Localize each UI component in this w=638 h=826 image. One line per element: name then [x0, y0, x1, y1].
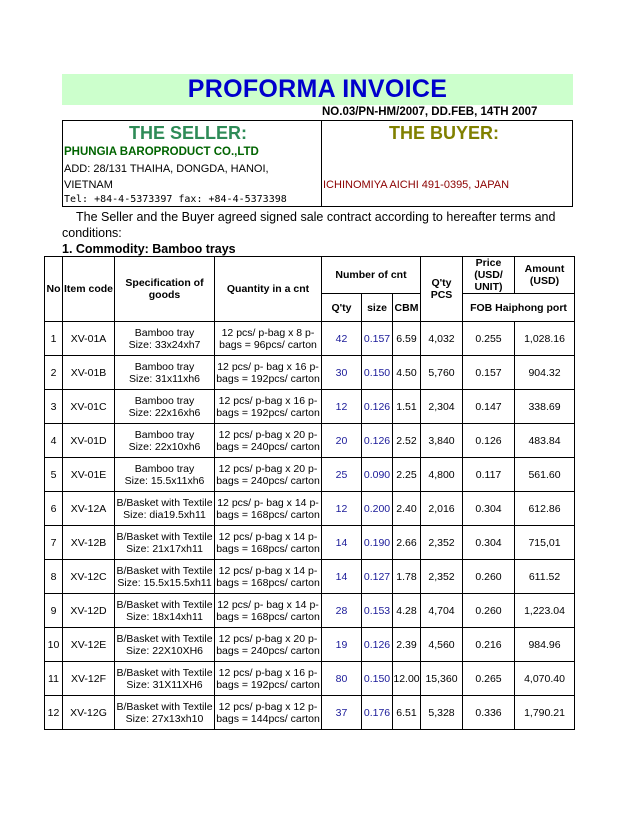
row-qty-pcs: 5,760 [421, 356, 463, 390]
table-row [45, 322, 575, 356]
row-spec-line2: Size: 33x24xh7 [128, 338, 201, 351]
row-qty-in-cnt-line1: 12 pcs/ p-bag x 12 p- [218, 700, 318, 713]
row-size: 0.126 [362, 424, 393, 458]
row-spec [115, 628, 215, 662]
row-size: 0.126 [362, 628, 393, 662]
row-spec-line2: Size: 15.5x11xh6 [124, 474, 205, 487]
row-qty: 19 [322, 628, 362, 662]
row-qty: 28 [322, 594, 362, 628]
row-qty-pcs: 2,304 [421, 390, 463, 424]
row-price: 0.157 [463, 356, 515, 390]
row-price: 0.147 [463, 390, 515, 424]
row-size: 0.200 [362, 492, 393, 526]
row-spec [115, 322, 215, 356]
row-item-code: XV-12G [63, 696, 115, 730]
row-qty-in-cnt-line2: bags = 192pcs/ carton [216, 406, 320, 419]
row-qty-in-cnt-line2: bags = 144pcs/ carton [216, 712, 320, 725]
row-spec-line2: Size: 18x14xh11 [126, 610, 203, 623]
table-row [45, 696, 575, 730]
row-amount: 1,790.21 [515, 696, 575, 730]
row-qty-in-cnt-line1: 12 pcs/ p-bag x 20 p- [218, 462, 318, 475]
row-no: 6 [45, 492, 63, 526]
header-fob: FOB Haiphong port [463, 294, 575, 322]
header-qty-in-cnt: Quantity in a cnt [215, 257, 322, 322]
row-qty-in-cnt-line1: 12 pcs/ p-bag x 20 p- [218, 632, 318, 645]
row-item-code: XV-12A [63, 492, 115, 526]
row-qty-in-cnt-line1: 12 pcs/ p- bag x 16 p- [217, 360, 319, 373]
row-cbm: 6.51 [393, 696, 421, 730]
row-cbm: 1.78 [393, 560, 421, 594]
row-spec-line2: Size: 22x10xh6 [128, 440, 201, 453]
row-qty-in-cnt-line1: 12 pcs/ p-bag x 14 p- [218, 564, 318, 577]
row-price: 0.265 [463, 662, 515, 696]
row-spec-line1: B/Basket with Textile [116, 700, 213, 713]
row-amount: 904.32 [515, 356, 575, 390]
row-spec-line1: Bamboo tray [134, 326, 195, 339]
row-no: 3 [45, 390, 63, 424]
parties-box [62, 120, 573, 207]
row-spec [115, 424, 215, 458]
row-qty-in-cnt [215, 492, 322, 526]
row-qty: 14 [322, 560, 362, 594]
row-spec [115, 560, 215, 594]
row-spec-line1: Bamboo tray [134, 394, 195, 407]
row-amount: 1,028.16 [515, 322, 575, 356]
row-amount: 4,070.40 [515, 662, 575, 696]
row-qty-pcs: 4,032 [421, 322, 463, 356]
row-item-code: XV-12E [63, 628, 115, 662]
row-qty-in-cnt-line2: bags = 240pcs/ carton [216, 644, 320, 657]
row-qty-in-cnt [215, 526, 322, 560]
header-price: Price (USD/ UNIT) [463, 257, 515, 294]
row-no: 12 [45, 696, 63, 730]
row-spec [115, 662, 215, 696]
row-spec [115, 696, 215, 730]
row-size: 0.157 [362, 322, 393, 356]
row-price: 0.304 [463, 492, 515, 526]
header-number-of-cnt: Number of cnt [322, 257, 421, 294]
row-amount: 612.86 [515, 492, 575, 526]
parties-divider [321, 121, 322, 207]
row-no: 11 [45, 662, 63, 696]
row-qty-pcs: 15,360 [421, 662, 463, 696]
row-item-code: XV-01C [63, 390, 115, 424]
items-table-body [45, 322, 575, 730]
row-cbm: 4.28 [393, 594, 421, 628]
row-cbm: 1.51 [393, 390, 421, 424]
row-spec-line1: Bamboo tray [134, 428, 195, 441]
row-no: 7 [45, 526, 63, 560]
row-cbm: 6.59 [393, 322, 421, 356]
row-qty-in-cnt-line1: 12 pcs/ p-bag x 16 p- [218, 394, 318, 407]
table-row [45, 492, 575, 526]
row-price: 0.255 [463, 322, 515, 356]
row-cbm: 2.52 [393, 424, 421, 458]
row-cbm: 4.50 [393, 356, 421, 390]
row-item-code: XV-01E [63, 458, 115, 492]
row-spec-line1: B/Basket with Textile [116, 666, 213, 679]
row-spec [115, 526, 215, 560]
seller-name: PHUNGIA BAROPRODUCT CO.,LTD [64, 146, 259, 158]
row-spec-line1: Bamboo tray [134, 462, 195, 475]
header-cbm: CBM [393, 294, 421, 322]
row-item-code: XV-12F [63, 662, 115, 696]
row-cbm: 2.40 [393, 492, 421, 526]
row-no: 2 [45, 356, 63, 390]
row-qty-in-cnt-line2: bags = 192pcs/ carton [216, 678, 320, 691]
header-qty: Q'ty [322, 294, 362, 322]
row-amount: 561.60 [515, 458, 575, 492]
row-qty-in-cnt [215, 696, 322, 730]
seller-address-line1: ADD: 28/131 THAIHA, DONGDA, HANOI, [64, 163, 269, 175]
row-spec [115, 356, 215, 390]
row-amount: 611.52 [515, 560, 575, 594]
table-row [45, 458, 575, 492]
row-price: 0.260 [463, 594, 515, 628]
row-no: 4 [45, 424, 63, 458]
row-qty-pcs: 4,704 [421, 594, 463, 628]
row-qty-in-cnt [215, 594, 322, 628]
document-title: PROFORMA INVOICE [187, 75, 448, 103]
table-row [45, 560, 575, 594]
row-qty-pcs: 5,328 [421, 696, 463, 730]
row-amount: 715,01 [515, 526, 575, 560]
header-amount: Amount (USD) [515, 257, 575, 294]
row-amount: 984.96 [515, 628, 575, 662]
row-cbm: 2.25 [393, 458, 421, 492]
row-qty-in-cnt [215, 322, 322, 356]
table-row [45, 526, 575, 560]
row-amount: 338.69 [515, 390, 575, 424]
row-price: 0.117 [463, 458, 515, 492]
row-cbm: 12.00 [393, 662, 421, 696]
row-qty-in-cnt-line2: bags = 96pcs/ carton [219, 338, 317, 351]
row-qty-pcs: 4,560 [421, 628, 463, 662]
buyer-heading: THE BUYER: [389, 123, 500, 143]
row-spec-line1: Bamboo tray [134, 360, 195, 373]
row-spec-line2: Size: 15.5x15.5xh11 [117, 576, 212, 589]
row-qty-in-cnt-line2: bags = 240pcs/ carton [216, 440, 320, 453]
header-size: size [362, 294, 393, 322]
row-size: 0.150 [362, 662, 393, 696]
row-qty-in-cnt-line1: 12 pcs/ p- bag x 14 p- [217, 598, 319, 611]
table-row [45, 390, 575, 424]
row-size: 0.150 [362, 356, 393, 390]
row-item-code: XV-12B [63, 526, 115, 560]
table-row [45, 662, 575, 696]
row-size: 0.153 [362, 594, 393, 628]
row-spec-line2: Size: 22x16xh6 [128, 406, 201, 419]
row-qty-in-cnt [215, 356, 322, 390]
row-qty-pcs: 2,016 [421, 492, 463, 526]
row-size: 0.090 [362, 458, 393, 492]
row-qty-pcs: 3,840 [421, 424, 463, 458]
row-spec-line2: Size: dia19.5xh11 [123, 508, 206, 521]
header-no: No [45, 257, 63, 322]
row-amount: 1,223.04 [515, 594, 575, 628]
row-qty: 12 [322, 492, 362, 526]
row-size: 0.126 [362, 390, 393, 424]
row-spec-line2: Size: 22X10XH6 [125, 644, 204, 657]
row-item-code: XV-01D [63, 424, 115, 458]
row-cbm: 2.66 [393, 526, 421, 560]
row-qty-in-cnt-line1: 12 pcs/ p-bag x 14 p- [218, 530, 318, 543]
row-qty: 30 [322, 356, 362, 390]
row-no: 10 [45, 628, 63, 662]
commodity-heading: 1. Commodity: Bamboo trays [62, 242, 236, 256]
row-qty: 37 [322, 696, 362, 730]
row-spec-line2: Size: 31X11XH6 [126, 678, 203, 691]
row-item-code: XV-01A [63, 322, 115, 356]
seller-tel-fax: Tel: +84-4-5373397 fax: +84-4-5373398 [64, 194, 287, 205]
row-size: 0.190 [362, 526, 393, 560]
table-row [45, 424, 575, 458]
row-no: 5 [45, 458, 63, 492]
row-qty-in-cnt-line1: 12 pcs/ p-bag x 20 p- [218, 428, 318, 441]
row-spec-line2: Size: 27x13xh10 [125, 712, 204, 725]
row-price: 0.126 [463, 424, 515, 458]
row-qty: 80 [322, 662, 362, 696]
row-qty-pcs: 2,352 [421, 526, 463, 560]
row-qty-in-cnt-line2: bags = 168pcs/ carton [216, 508, 320, 521]
row-qty-pcs: 4,800 [421, 458, 463, 492]
row-cbm: 2.39 [393, 628, 421, 662]
row-qty-in-cnt [215, 390, 322, 424]
row-qty-in-cnt-line1: 12 pcs/ p-bag x 8 p- [221, 326, 315, 339]
row-spec-line1: B/Basket with Textile [116, 564, 213, 577]
row-amount: 483.84 [515, 424, 575, 458]
header-spec: Specification of goods [115, 257, 215, 322]
row-spec-line1: B/Basket with Textile [116, 530, 213, 543]
table-row [45, 628, 575, 662]
row-spec [115, 492, 215, 526]
row-spec-line2: Size: 21x17xh11 [126, 542, 203, 555]
row-spec [115, 594, 215, 628]
seller-heading: THE SELLER: [129, 123, 248, 143]
row-price: 0.216 [463, 628, 515, 662]
row-size: 0.127 [362, 560, 393, 594]
row-no: 1 [45, 322, 63, 356]
row-qty-in-cnt-line2: bags = 192pcs/ carton [216, 372, 320, 385]
invoice-number: NO.03/PN-HM/2007, DD.FEB, 14TH 2007 [322, 106, 538, 118]
row-qty: 14 [322, 526, 362, 560]
header-qty-pcs: Q'ty PCS [421, 257, 463, 322]
row-qty-pcs: 2,352 [421, 560, 463, 594]
title-band [62, 74, 573, 105]
row-qty-in-cnt [215, 560, 322, 594]
row-qty-in-cnt [215, 424, 322, 458]
row-item-code: XV-12C [63, 560, 115, 594]
row-qty: 42 [322, 322, 362, 356]
row-qty-in-cnt-line1: 12 pcs/ p- bag x 14 p- [217, 496, 319, 509]
row-qty-in-cnt-line1: 12 pcs/ p-bag x 16 p- [218, 666, 318, 679]
row-item-code: XV-12D [63, 594, 115, 628]
seller-address-line2: VIETNAM [64, 179, 113, 191]
row-size: 0.176 [362, 696, 393, 730]
row-qty-in-cnt-line2: bags = 240pcs/ carton [216, 474, 320, 487]
row-qty-in-cnt [215, 662, 322, 696]
buyer-address: ICHINOMIYA AICHI 491-0395, JAPAN [323, 179, 510, 191]
row-qty-in-cnt [215, 458, 322, 492]
row-qty-in-cnt-line2: bags = 168pcs/ carton [216, 576, 320, 589]
row-spec [115, 458, 215, 492]
header-item-code: Item code [63, 257, 115, 322]
row-item-code: XV-01B [63, 356, 115, 390]
row-spec [115, 390, 215, 424]
table-row [45, 356, 575, 390]
row-qty: 20 [322, 424, 362, 458]
row-spec-line1: B/Basket with Textile [116, 496, 213, 509]
row-price: 0.304 [463, 526, 515, 560]
row-spec-line1: B/Basket with Textile [116, 632, 213, 645]
row-spec-line1: B/Basket with Textile [116, 598, 213, 611]
row-no: 8 [45, 560, 63, 594]
row-price: 0.260 [463, 560, 515, 594]
row-qty-in-cnt-line2: bags = 168pcs/ carton [216, 610, 320, 623]
table-row [45, 594, 575, 628]
agreement-text: The Seller and the Buyer agreed signed sale contract according to hereafter terms and conditions: [62, 210, 556, 240]
row-no: 9 [45, 594, 63, 628]
row-qty-in-cnt-line2: bags = 168pcs/ carton [216, 542, 320, 555]
row-price: 0.336 [463, 696, 515, 730]
row-qty: 25 [322, 458, 362, 492]
row-qty-in-cnt [215, 628, 322, 662]
items-table [44, 256, 575, 730]
row-qty: 12 [322, 390, 362, 424]
row-spec-line2: Size: 31x11xh6 [128, 372, 201, 385]
